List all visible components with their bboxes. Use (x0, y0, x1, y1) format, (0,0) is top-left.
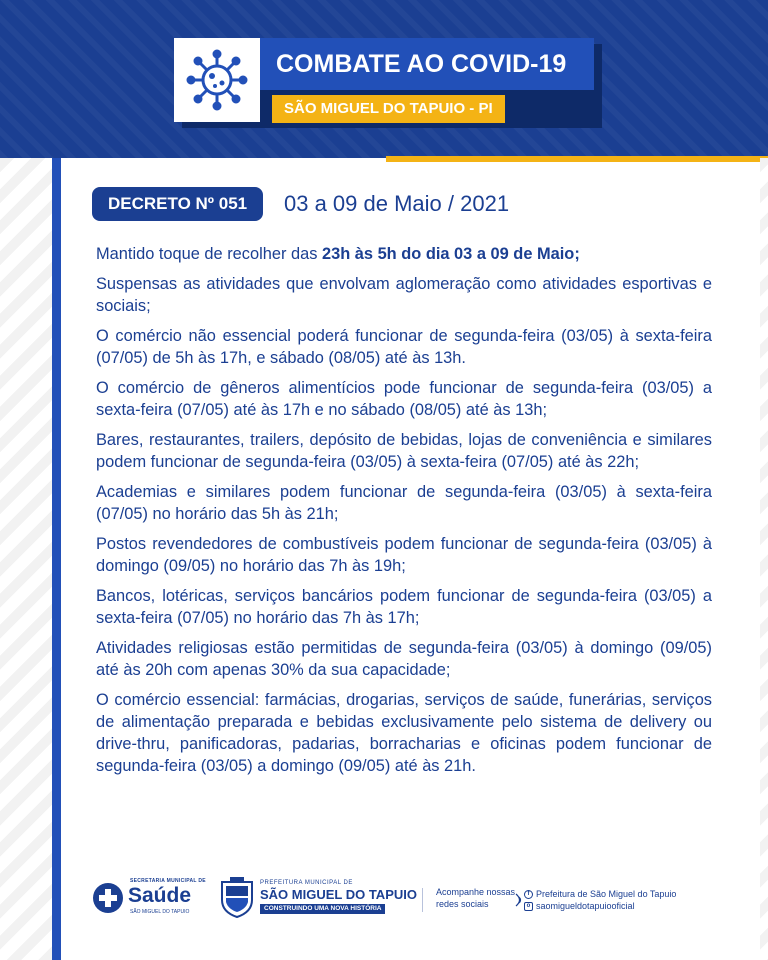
badge-title: COMBATE AO COVID-19 (260, 38, 594, 90)
measure-paragraph: Bancos, lotéricas, serviços bancários podem funcionar de segunda-feira (03/05) a sexta-feira (07/05) no horário das 7h às 17h; (96, 587, 712, 627)
saude-secretaria-label: SECRETARIA MUNICIPAL DE (130, 878, 206, 884)
left-accent-bar (52, 158, 61, 960)
measure-paragraph: O comércio de gêneros alimentícios pode funcionar de segunda-feira (03/05) a sexta-feira (07/05) até às 17h e no sábado (08/05) até às 13h; (96, 379, 712, 419)
footer-divider (422, 888, 423, 912)
measure-paragraph: O comércio não essencial poderá funcionar de segunda-feira (03/05) à sexta-feira (07/05) de 5h às 17h, e sábado (08/05) até às 13h. (96, 327, 712, 367)
saude-wordmark: Saúde (128, 884, 192, 907)
footer (92, 874, 732, 934)
instagram-link[interactable] (524, 900, 676, 912)
facebook-link[interactable] (524, 888, 676, 900)
facebook-icon: f (524, 890, 533, 899)
instagram-icon: o (524, 902, 533, 911)
measure-paragraph: O comércio essencial: farmácias, drogarias, serviços de saúde, funerárias, serviços de alimentação preparada e bebidas exclusivamente pelo sistema de delivery ou drive-thru, panificadoras, padarias, borracharias e oficinas podem funcionar de segunda-feira (03/05) a domingo (09/05) até às 21h. (96, 691, 712, 775)
decree-number: DECRETO Nº 051 (92, 187, 263, 221)
decree-measures (96, 243, 712, 785)
measure-paragraph: Atividades religiosas estão permitidas de segunda-feira (03/05) à domingo (09/05) até às 20h com apenas 30% da sua capacidade; (96, 639, 712, 679)
wifi-arc-icon (514, 892, 524, 908)
follow-text: Acompanhe nossas redes sociais (436, 887, 516, 909)
left-stripe-pattern (0, 158, 52, 960)
measure-paragraph: Suspensas as atividades que envolvam aglomeração como atividades esportivas e sociais; (96, 275, 712, 315)
measure-paragraph: Mantido toque de recolher das 23h às 5h do dia 03 a 09 de Maio; (96, 245, 580, 263)
header-accent-line (386, 156, 768, 162)
measure-paragraph: Postos revendedores de combustíveis podem funcionar de segunda-feira (03/05) à domingo (09/05) no horário das 7h às 19h; (96, 535, 712, 575)
health-cross-icon (92, 882, 124, 914)
prefeitura-label: PREFEITURA MUNICIPAL DE (260, 880, 353, 886)
measure-paragraph: Bares, restaurantes, trailers, depósito de bebidas, lojas de conveniência e similares podem funcionar de segunda-feira (03/05) à sexta-feira (07/05) até às 22h; (96, 431, 712, 471)
badge-subtitle: SÃO MIGUEL DO TAPUIO - PI (272, 95, 505, 123)
prefeitura-slogan: CONSTRUINDO UMA NOVA HISTÓRIA (260, 904, 385, 914)
city-crest-icon (218, 876, 256, 918)
prefeitura-name: SÃO MIGUEL DO TAPUIO (260, 887, 417, 902)
campaign-badge (174, 38, 594, 122)
decree-period: 03 a 09 de Maio / 2021 (284, 191, 510, 216)
badge-icon-box (174, 38, 260, 122)
facebook-handle: Prefeitura de São Miguel do Tapuio (536, 889, 677, 899)
social-links (524, 888, 676, 912)
saude-logo (92, 878, 204, 918)
instagram-handle: saomigueldotapuiooficial (536, 901, 635, 911)
virus-icon (186, 49, 248, 111)
prefeitura-logo (216, 876, 416, 920)
right-stripe-pattern (760, 158, 768, 960)
saude-city-label: SÃO MIGUEL DO TAPUIO (130, 909, 190, 915)
measure-paragraph: Academias e similares podem funcionar de segunda-feira (03/05) à sexta-feira (07/05) no horário das 5h às 21h; (96, 483, 712, 523)
